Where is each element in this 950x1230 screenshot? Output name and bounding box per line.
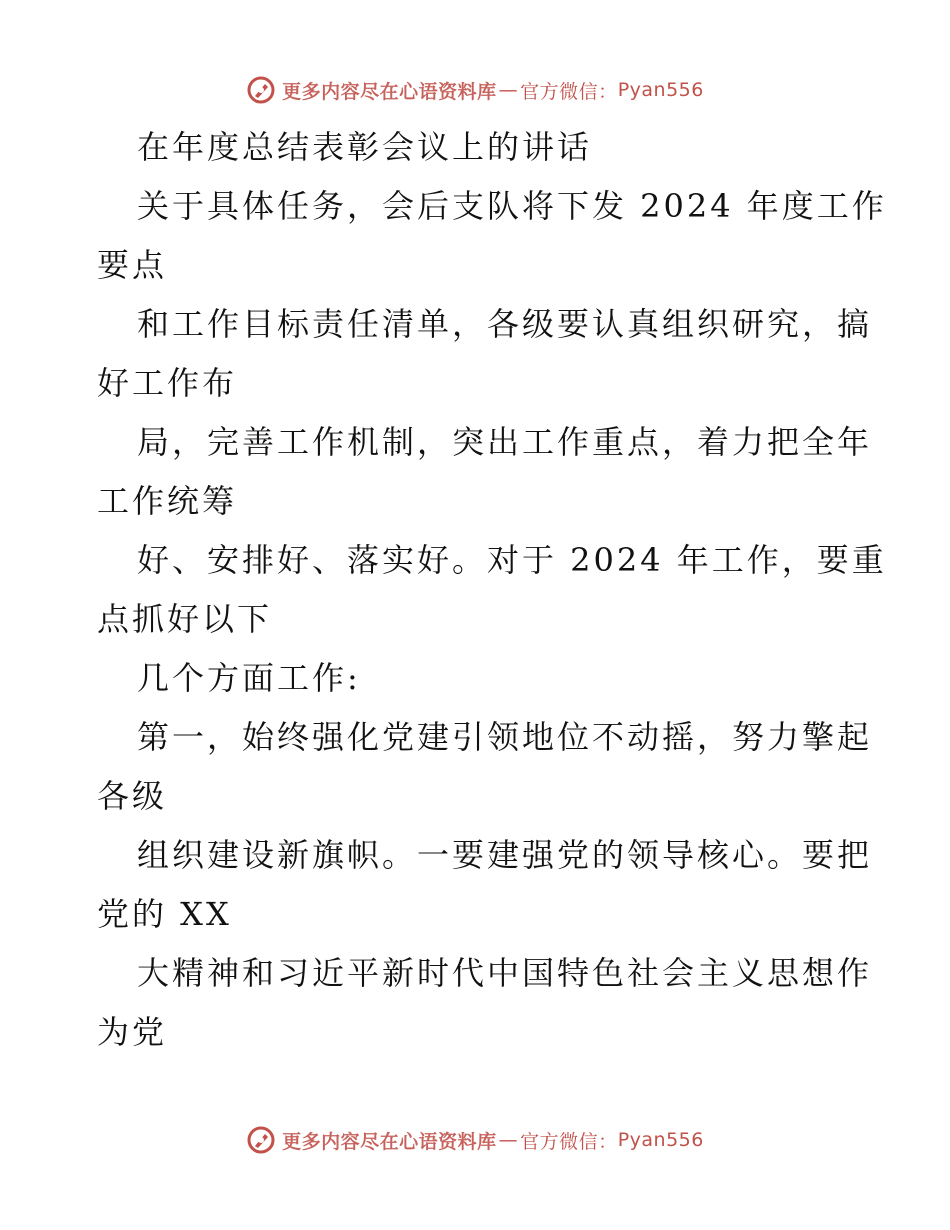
document-line: 和工作目标责任清单，各级要认真组织研究，搞 — [137, 305, 873, 343]
watermark-official-label: 官方微信： — [520, 1130, 618, 1153]
document-line: 组织建设新旗帜。一要建强党的领导核心。要把 — [137, 836, 873, 874]
document-line: 点抓好以下 — [97, 600, 273, 638]
document-line: 几个方面工作: — [137, 659, 361, 697]
footer-watermark — [0, 1122, 950, 1158]
watermark-dash: — — [498, 79, 519, 101]
document-line: 党的 XX — [97, 895, 232, 933]
document-line: 关于具体任务，会后支队将下发 2024 年度工作 — [137, 187, 887, 225]
watermark-wechat-id: Pyan556 — [617, 1129, 704, 1151]
document-line: 在年度总结表彰会议上的讲话 — [137, 128, 593, 166]
watermark-official-label: 官方微信： — [520, 80, 618, 103]
document-line: 工作统筹 — [97, 482, 238, 520]
watermark-site-text: 更多内容尽在心语资料库 — [282, 80, 497, 103]
document-line: 好、安排好、落实好。对于 2024 年工作，要重 — [137, 541, 887, 579]
header-watermark — [0, 72, 950, 108]
document-line: 为党 — [97, 1013, 168, 1051]
watermark-wechat-id: Pyan556 — [617, 79, 704, 101]
watermark-site-text: 更多内容尽在心语资料库 — [282, 1130, 497, 1153]
watermark-dash: — — [498, 1129, 519, 1151]
pen-logo-icon — [246, 75, 276, 105]
pen-logo-icon — [246, 1125, 276, 1155]
document-line: 要点 — [97, 246, 168, 284]
document-line: 局，完善工作机制，突出工作重点，着力把全年 — [137, 423, 873, 461]
document-line: 各级 — [97, 777, 168, 815]
document-line: 好工作布 — [97, 364, 238, 402]
document-line: 大精神和习近平新时代中国特色社会主义思想作 — [137, 954, 873, 992]
document-body — [97, 118, 887, 1062]
document-line: 第一，始终强化党建引领地位不动摇，努力擎起 — [137, 718, 873, 756]
